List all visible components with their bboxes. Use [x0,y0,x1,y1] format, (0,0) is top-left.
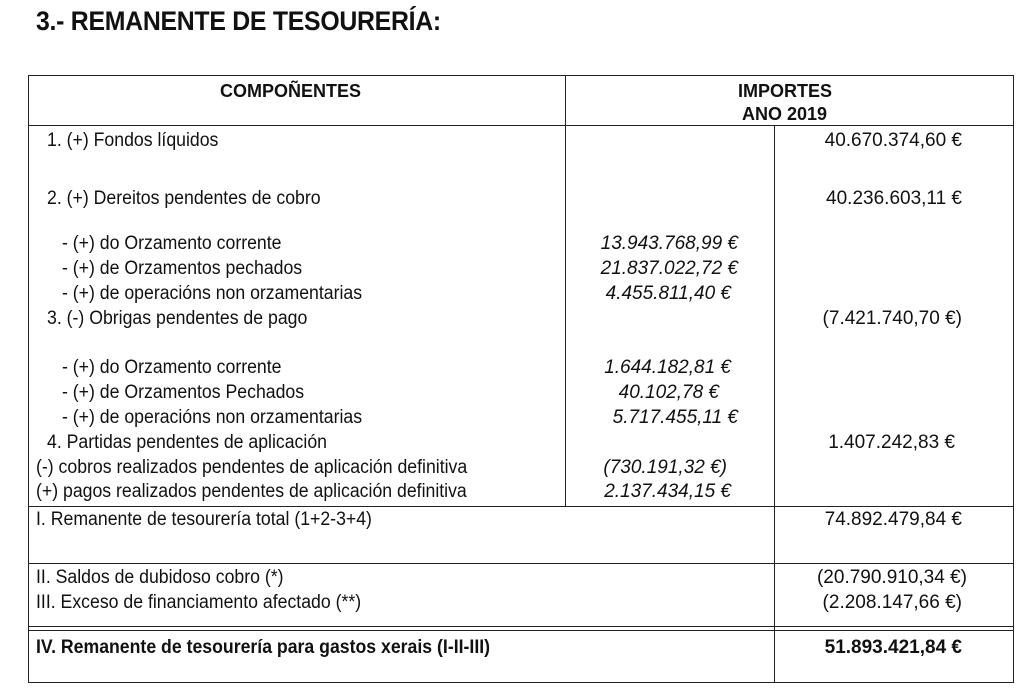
page-title: 3.- REMANENTE DE TESOURERÍA: [36,6,441,36]
final-value: 51.893.421,84 € [824,637,962,658]
header-divider [28,125,1014,126]
row-label: 2. (+) Dereitos pendentes de cobro [47,188,321,209]
row-label: - (+) de Orzamentos Pechados [62,382,305,403]
row-total: 1.407.242,83 € [828,432,955,453]
row-label: - (+) de operacións non orzamentarias [62,283,363,304]
total-divider [28,506,1014,507]
total-value: 74.892.479,84 € [824,509,962,530]
row-partial: (730.191,32 €) [603,457,727,478]
row-label: (+) pagos realizados pendentes de aplicación definitiva [36,481,467,502]
header-components: COMPOÑENTES [220,81,362,101]
header-amounts: IMPORTES [738,81,833,101]
row-partial: 2.137.434,15 € [604,481,731,502]
total-label: I. Remanente de tesourería total (1+2-3+4) [36,509,372,530]
row-label: - (+) de Orzamentos pechados [62,258,303,279]
row-label: (-) cobros realizados pendentes de aplicación definitiva [36,457,468,478]
adjustment-value: (2.208.147,66 €) [822,592,962,613]
adjustment-label: II. Saldos de dubidoso cobro (*) [36,567,284,588]
row-label: - (+) de operacións non orzamentarias [62,407,363,428]
header-year: ANO 2019 [742,104,828,124]
row-label: 3. (-) Obrigas pendentes de pago [47,308,308,329]
row-total: (7.421.740,70 €) [822,308,962,329]
adjustments-divider [28,563,1014,564]
row-partial: 5.717.455,11 € [612,407,738,428]
row-partial: 21.837.022,72 € [600,258,738,279]
row-partial: 13.943.768,99 € [600,233,738,254]
final-divider-bottom [28,630,1014,631]
row-total: 40.236.603,11 € [826,188,962,209]
row-partial: 40.102,78 € [618,382,719,403]
row-partial: 4.455.811,40 € [605,283,731,304]
row-label: - (+) do Orzamento corrente [62,233,282,254]
adjustment-value: (20.790.910,34 €) [816,567,967,588]
row-partial: 1.644.182,81 € [604,357,731,378]
final-divider-top [28,626,1014,627]
adjustment-label: III. Exceso de financiamento afectado (**) [36,592,362,613]
row-label: 4. Partidas pendentes de aplicación [47,432,327,453]
row-label: 1. (+) Fondos líquidos [47,130,219,151]
final-label: IV. Remanente de tesourería para gastos xerais (I-II-III) [36,637,491,658]
row-total: 40.670.374,60 € [824,130,962,151]
row-label: - (+) do Orzamento corrente [62,357,282,378]
